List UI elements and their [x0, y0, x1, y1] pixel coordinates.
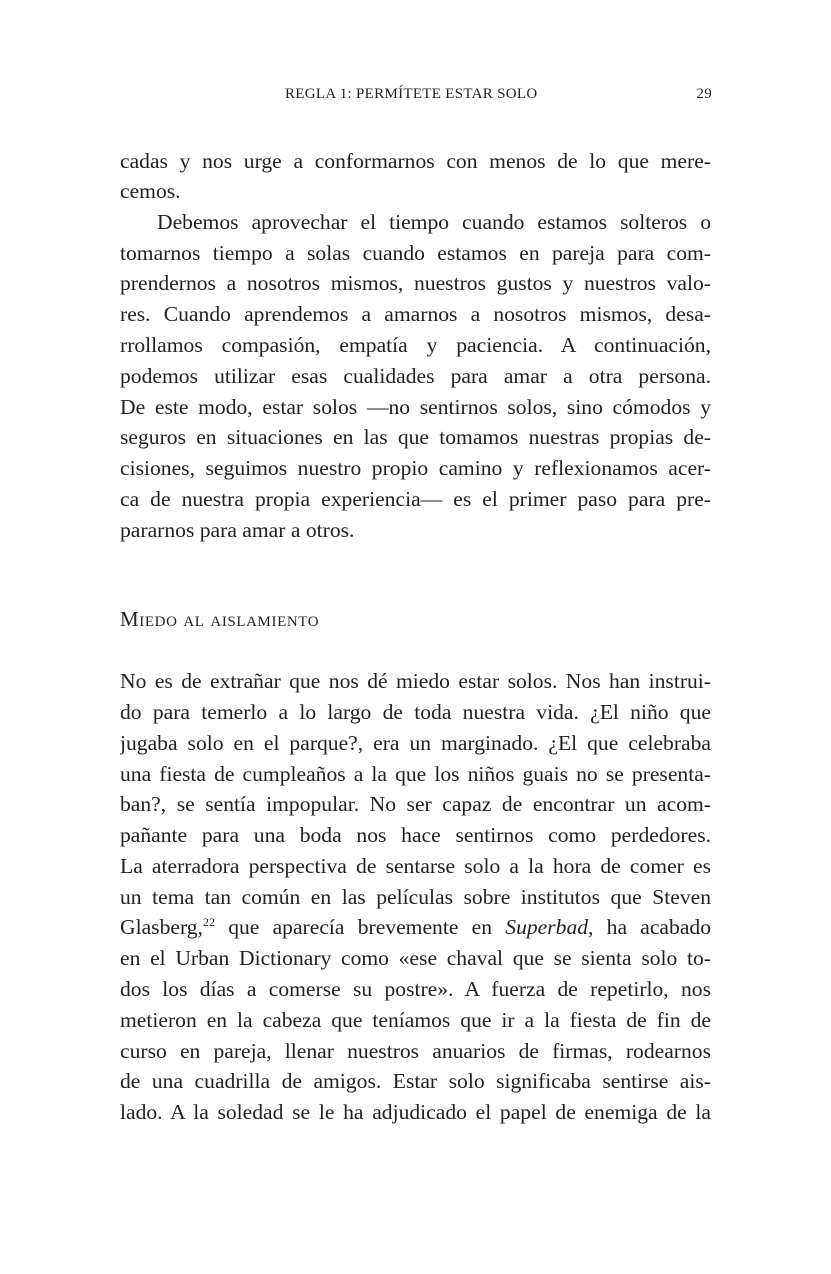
text-line: lado. A la soledad se le ha adjudicado el papel de enemiga de la — [120, 1100, 711, 1124]
footnote-reference: 22 — [202, 915, 215, 929]
text-fragment: , ha acabado — [588, 915, 711, 939]
running-title: REGLA 1: PERMÍTETE ESTAR SOLO — [285, 86, 538, 102]
text-line: cisiones, seguimos nuestro propio camino y reflexionamos acer- — [120, 456, 711, 480]
text-line: cemos. — [120, 179, 181, 203]
text-line: De este modo, estar solos —no sentirnos solos, sino cómodos y — [120, 395, 711, 419]
text-line-with-footnote — [120, 912, 711, 942]
text-line: pañante para una boda nos hace sentirnos como perdedores. — [120, 823, 711, 847]
text-line: una fiesta de cumpleaños a la que los niños guais no se presenta- — [120, 762, 711, 786]
text-line: de una cuadrilla de amigos. Estar solo significaba sentirse ais- — [120, 1069, 711, 1093]
text-line: cadas y nos urge a conformarnos con menos de lo que mere- — [120, 149, 711, 173]
text-line: pararnos para amar a otros. — [120, 518, 355, 542]
film-title: Superbad — [505, 915, 589, 939]
text-line: prendernos a nosotros mismos, nuestros gustos y nuestros valo- — [120, 271, 711, 295]
text-line: res. Cuando aprendemos a amarnos a nosotros mismos, desa- — [120, 302, 711, 326]
text-line: jugaba solo en el parque?, era un marginado. ¿El que celebraba — [120, 731, 711, 755]
text-line: seguros en situaciones en las que tomamos nuestras propias de- — [120, 425, 711, 449]
text-line: metieron en la cabeza que teníamos que ir a la fiesta de fin de — [120, 1008, 711, 1032]
page-number: 29 — [696, 86, 712, 102]
text-line: Debemos aprovechar el tiempo cuando estamos solteros o — [157, 210, 711, 234]
text-line: dos los días a comerse su postre». A fuerza de repetirlo, nos — [120, 977, 711, 1001]
text-line: tomarnos tiempo a solas cuando estamos en pareja para com- — [120, 241, 711, 265]
text-line: en el Urban Dictionary como «ese chaval que se sienta solo to- — [120, 946, 711, 970]
text-line: La aterradora perspectiva de sentarse solo a la hora de comer es — [120, 854, 711, 878]
text-fragment: Glasberg, — [120, 915, 203, 939]
text-line: do para temerlo a lo largo de toda nuestra vida. ¿El niño que — [120, 700, 711, 724]
text-line: curso en pareja, llenar nuestros anuarios de firmas, rodearnos — [120, 1039, 711, 1063]
text-line: un tema tan común en las películas sobre institutos que Steven — [120, 885, 711, 909]
text-line: podemos utilizar esas cualidades para amar a otra persona. — [120, 364, 711, 388]
text-line: rrollamos compasión, empatía y paciencia. A continuación, — [120, 333, 711, 357]
text-line: No es de extrañar que nos dé miedo estar solos. Nos han instrui- — [120, 669, 711, 693]
running-head — [120, 86, 712, 110]
text-line: ca de nuestra propia experiencia— es el primer paso para pre- — [120, 487, 711, 511]
text-fragment: que aparecía brevemente en — [214, 915, 506, 939]
text-line: ban?, se sentía impopular. No ser capaz de encontrar un acom- — [120, 792, 711, 816]
section-heading: Miedo al aislamiento — [120, 607, 320, 631]
